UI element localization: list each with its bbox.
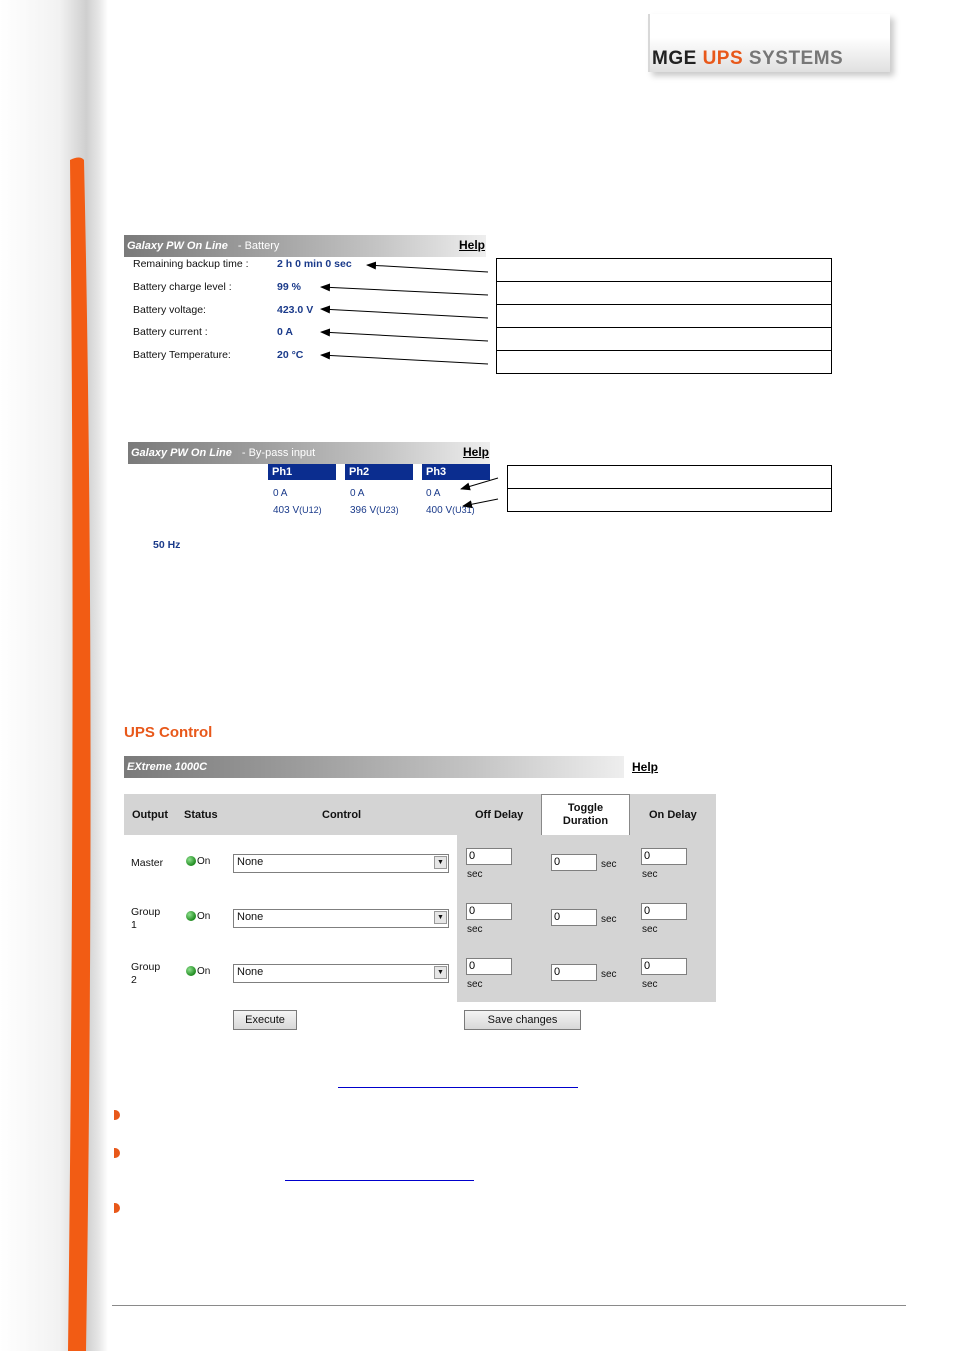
output-label-master bbox=[131, 857, 163, 870]
phase-2-header: Ph2 bbox=[345, 464, 413, 480]
off-delay-input-master[interactable]: 0 bbox=[466, 848, 512, 865]
output-label-group-1 bbox=[131, 906, 160, 932]
ups-control-product-name: EXtreme 1000C bbox=[127, 761, 208, 773]
phase-1-current: 0 A bbox=[273, 488, 288, 499]
off-delay-input-group-1[interactable]: 0 bbox=[466, 903, 512, 920]
ups-control-help-link[interactable]: Help bbox=[632, 760, 659, 774]
output-label-line1: Master bbox=[131, 857, 164, 869]
phase-2-current: 0 A bbox=[350, 488, 365, 499]
toggle-duration-input-master[interactable]: 0 bbox=[551, 854, 597, 871]
on-delay-input-master[interactable]: 0 bbox=[641, 848, 687, 865]
arrow-line bbox=[321, 287, 488, 295]
output-label-line2: 2 bbox=[131, 974, 137, 986]
status-column-header: Status bbox=[184, 809, 218, 821]
status-led-icon bbox=[186, 856, 196, 866]
battery-temperature-value: 20 °C bbox=[277, 349, 304, 361]
on-delay-input-group-1[interactable]: 0 bbox=[641, 903, 687, 920]
execute-button[interactable]: Execute bbox=[233, 1010, 297, 1030]
battery-temperature-label: Battery Temperature: bbox=[133, 349, 231, 361]
control-select-master[interactable] bbox=[233, 854, 449, 873]
phase-1-header: Ph1 bbox=[268, 464, 336, 480]
control-select-value: None bbox=[237, 966, 264, 978]
arrow-line bbox=[321, 332, 488, 341]
status-master bbox=[186, 856, 210, 867]
toggle-duration-input-group-2[interactable]: 0 bbox=[551, 964, 597, 981]
output-label-group-2 bbox=[131, 961, 160, 987]
toggle-header-line2: Duration bbox=[562, 815, 609, 827]
control-select-value: None bbox=[237, 856, 264, 868]
battery-section-name: - Battery bbox=[237, 240, 280, 252]
control-column-header: Control bbox=[322, 809, 362, 821]
status-text: On bbox=[197, 856, 211, 867]
status-led-icon bbox=[186, 966, 196, 976]
toggle-header-line1: Toggle bbox=[567, 802, 604, 814]
toggle-duration-unit: sec bbox=[601, 969, 617, 980]
phase-3-voltage-ref: (U31) bbox=[452, 505, 475, 515]
chevron-down-icon[interactable]: ▼ bbox=[434, 966, 447, 979]
on-delay-unit: sec bbox=[642, 869, 658, 880]
arrow-line bbox=[321, 309, 488, 318]
arrow-line bbox=[367, 265, 488, 272]
hyperlink-underline[interactable] bbox=[338, 1087, 578, 1088]
phase-1-voltage-ref: (U12) bbox=[299, 505, 322, 515]
status-group-1 bbox=[186, 911, 210, 922]
arrow-line bbox=[463, 499, 498, 506]
charge-level-value: 99 % bbox=[277, 281, 301, 293]
remaining-backup-value: 2 h 0 min 0 sec bbox=[277, 258, 352, 270]
save-changes-button[interactable]: Save changes bbox=[464, 1010, 581, 1030]
phase-3-voltage-value: 400 V bbox=[426, 505, 453, 516]
phase-3-header: Ph3 bbox=[422, 464, 490, 480]
off-delay-input-group-2[interactable]: 0 bbox=[466, 958, 512, 975]
off-delay-unit: sec bbox=[467, 979, 483, 990]
remaining-backup-label: Remaining backup time : bbox=[133, 258, 249, 270]
ups-control-titlebar bbox=[124, 756, 624, 778]
toggle-duration-column-header bbox=[541, 802, 630, 828]
output-label-line1: Group bbox=[131, 906, 161, 918]
off-delay-column-header: Off Delay bbox=[475, 809, 524, 821]
on-delay-unit: sec bbox=[642, 979, 658, 990]
hyperlink-underline[interactable] bbox=[285, 1180, 474, 1181]
off-delay-unit: sec bbox=[467, 924, 483, 935]
charge-level-label: Battery charge level : bbox=[133, 281, 232, 293]
logo-mge: MGE bbox=[652, 48, 697, 69]
logo-systems: SYSTEMS bbox=[748, 48, 844, 69]
status-text: On bbox=[197, 966, 211, 977]
status-led-icon bbox=[186, 911, 196, 921]
on-delay-input-group-2[interactable]: 0 bbox=[641, 958, 687, 975]
toggle-duration-unit: sec bbox=[601, 914, 617, 925]
status-group-2 bbox=[186, 966, 210, 977]
battery-current-value: 0 A bbox=[277, 326, 293, 338]
off-delay-unit: sec bbox=[467, 869, 483, 880]
chevron-down-icon[interactable]: ▼ bbox=[434, 911, 447, 924]
battery-voltage-label: Battery voltage: bbox=[133, 304, 206, 316]
bypass-frequency: 50 Hz bbox=[153, 539, 181, 551]
callout-arrows bbox=[0, 0, 954, 600]
bypass-section-name: - By-pass input bbox=[241, 447, 316, 459]
toggle-duration-input-group-1[interactable]: 0 bbox=[551, 909, 597, 926]
phase-1-voltage-value: 403 V bbox=[273, 505, 300, 516]
phase-2-voltage-ref: (U23) bbox=[376, 505, 399, 515]
battery-voltage-value: 423.0 V bbox=[277, 304, 314, 316]
battery-current-label: Battery current : bbox=[133, 326, 208, 338]
control-select-group-1[interactable] bbox=[233, 909, 449, 928]
phase-3-current: 0 A bbox=[426, 488, 441, 499]
on-delay-unit: sec bbox=[642, 924, 658, 935]
output-label-line2: 1 bbox=[131, 919, 137, 931]
battery-product-name: Galaxy PW On Line bbox=[127, 240, 228, 252]
arrow-line bbox=[461, 478, 498, 489]
logo-ups: UPS bbox=[702, 48, 744, 69]
on-delay-column-header: On Delay bbox=[649, 809, 697, 821]
toggle-duration-unit: sec bbox=[601, 859, 617, 870]
bypass-product-name: Galaxy PW On Line bbox=[131, 447, 232, 459]
bypass-help-link[interactable]: Help bbox=[463, 445, 490, 459]
ups-control-title: UPS Control bbox=[124, 724, 213, 741]
phase-2-voltage-value: 396 V bbox=[350, 505, 377, 516]
control-select-value: None bbox=[237, 911, 264, 923]
output-column-header: Output bbox=[132, 809, 169, 821]
arrow-line bbox=[321, 355, 488, 364]
chevron-down-icon[interactable]: ▼ bbox=[434, 856, 447, 869]
control-select-group-2[interactable] bbox=[233, 964, 449, 983]
status-text: On bbox=[197, 911, 211, 922]
battery-help-link[interactable]: Help bbox=[459, 238, 486, 252]
footer-divider bbox=[112, 1305, 906, 1306]
output-label-line1: Group bbox=[131, 961, 161, 973]
